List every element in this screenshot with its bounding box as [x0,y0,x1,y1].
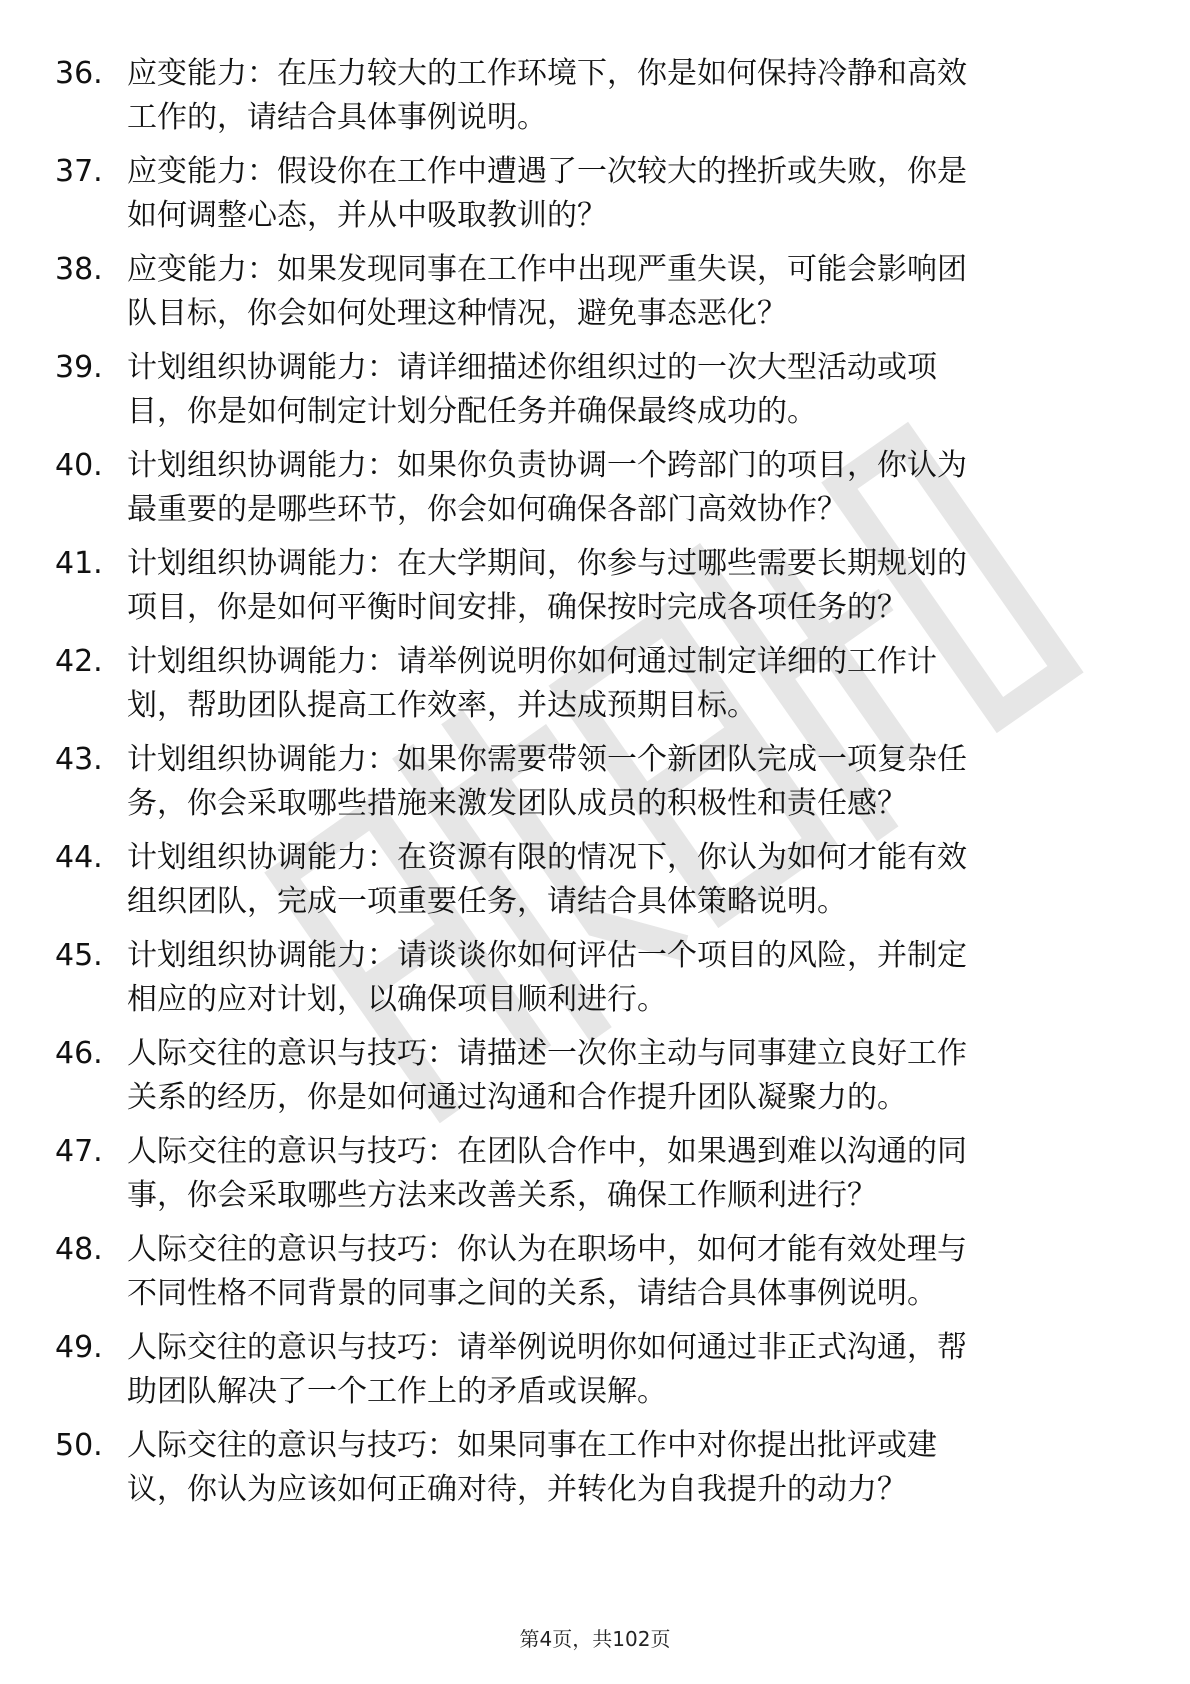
question-number: 41. [55,546,103,581]
question-line: 务，你会采取哪些措施来激发团队成员的积极性和责任感？ [127,786,907,821]
question-number: 40. [55,448,103,483]
question-text [127,52,1127,140]
question-list [55,52,1135,1522]
question-text [127,640,1127,728]
question-line: 计划组织协调能力：如果你负责协调一个跨部门的项目，你认为 [127,448,967,483]
question-text [127,738,1127,826]
question-number: 50. [55,1428,103,1463]
question-number: 44. [55,840,103,875]
question-line: 应变能力：如果发现同事在工作中出现严重失误，可能会影响团 [127,252,967,287]
question-line: 计划组织协调能力：如果你需要带领一个新团队完成一项复杂任 [127,742,967,777]
question-number: 48. [55,1232,103,1267]
question-text [127,542,1127,630]
question-text [127,346,1127,434]
question-item [55,1326,1135,1424]
question-line: 人际交往的意识与技巧：请描述一次你主动与同事建立良好工作 [127,1036,967,1071]
question-text [127,1326,1127,1414]
question-line: 计划组织协调能力：请谈谈你如何评估一个项目的风险，并制定 [127,938,967,973]
question-line: 人际交往的意识与技巧：请举例说明你如何通过非正式沟通，帮 [127,1330,967,1365]
question-line: 应变能力：假设你在工作中遭遇了一次较大的挫折或失败，你是 [127,154,967,189]
question-item [55,444,1135,542]
question-number: 38. [55,252,103,287]
question-text [127,150,1127,238]
question-text [127,248,1127,336]
question-item [55,248,1135,346]
question-line: 目，你是如何制定计划分配任务并确保最终成功的。 [127,394,817,429]
question-line: 计划组织协调能力：请详细描述你组织过的一次大型活动或项 [127,350,937,385]
question-number: 39. [55,350,103,385]
question-number: 36. [55,56,103,91]
question-number: 42. [55,644,103,679]
question-line: 计划组织协调能力：在资源有限的情况下，你认为如何才能有效 [127,840,967,875]
question-line: 人际交往的意识与技巧：你认为在职场中，如何才能有效处理与 [127,1232,967,1267]
question-line: 项目，你是如何平衡时间安排，确保按时完成各项任务的？ [127,590,907,625]
question-line: 划，帮助团队提高工作效率，并达成预期目标。 [127,688,757,723]
question-text [127,1130,1127,1218]
question-line: 计划组织协调能力：请举例说明你如何通过制定详细的工作计 [127,644,937,679]
question-item [55,640,1135,738]
question-line: 计划组织协调能力：在大学期间，你参与过哪些需要长期规划的 [127,546,967,581]
question-line: 组织团队，完成一项重要任务，请结合具体策略说明。 [127,884,847,919]
question-line: 助团队解决了一个工作上的矛盾或误解。 [127,1374,667,1409]
question-text [127,1032,1127,1120]
question-text [127,444,1127,532]
question-item [55,1424,1135,1522]
question-item [55,542,1135,640]
page-footer: 第4页，共102页 [519,1627,671,1651]
question-item [55,150,1135,248]
question-line: 队目标，你会如何处理这种情况，避免事态恶化？ [127,296,787,331]
question-line: 应变能力：在压力较大的工作环境下，你是如何保持冷静和高效 [127,56,967,91]
question-number: 45. [55,938,103,973]
question-text [127,1228,1127,1316]
question-text [127,836,1127,924]
question-item [55,1130,1135,1228]
question-number: 47. [55,1134,103,1169]
question-line: 最重要的是哪些环节，你会如何确保各部门高效协作？ [127,492,847,527]
question-item [55,1228,1135,1326]
question-item [55,52,1135,150]
question-line: 不同性格不同背景的同事之间的关系，请结合具体事例说明。 [127,1276,937,1311]
question-number: 43. [55,742,103,777]
question-line: 相应的应对计划，以确保项目顺利进行。 [127,982,667,1017]
question-line: 议，你认为应该如何正确对待，并转化为自我提升的动力？ [127,1472,907,1507]
question-item [55,346,1135,444]
question-text [127,934,1127,1022]
question-line: 关系的经历，你是如何通过沟通和合作提升团队凝聚力的。 [127,1080,907,1115]
question-number: 46. [55,1036,103,1071]
question-item [55,934,1135,1032]
question-line: 人际交往的意识与技巧：在团队合作中，如果遇到难以沟通的同 [127,1134,967,1169]
question-line: 工作的，请结合具体事例说明。 [127,100,547,135]
question-number: 49. [55,1330,103,1365]
question-item [55,1032,1135,1130]
question-line: 事，你会采取哪些方法来改善关系，确保工作顺利进行？ [127,1178,877,1213]
question-line: 人际交往的意识与技巧：如果同事在工作中对你提出批评或建 [127,1428,937,1463]
question-line: 如何调整心态，并从中吸取教训的？ [127,198,607,233]
question-item [55,836,1135,934]
question-number: 37. [55,154,103,189]
question-item [55,738,1135,836]
question-text [127,1424,1127,1512]
